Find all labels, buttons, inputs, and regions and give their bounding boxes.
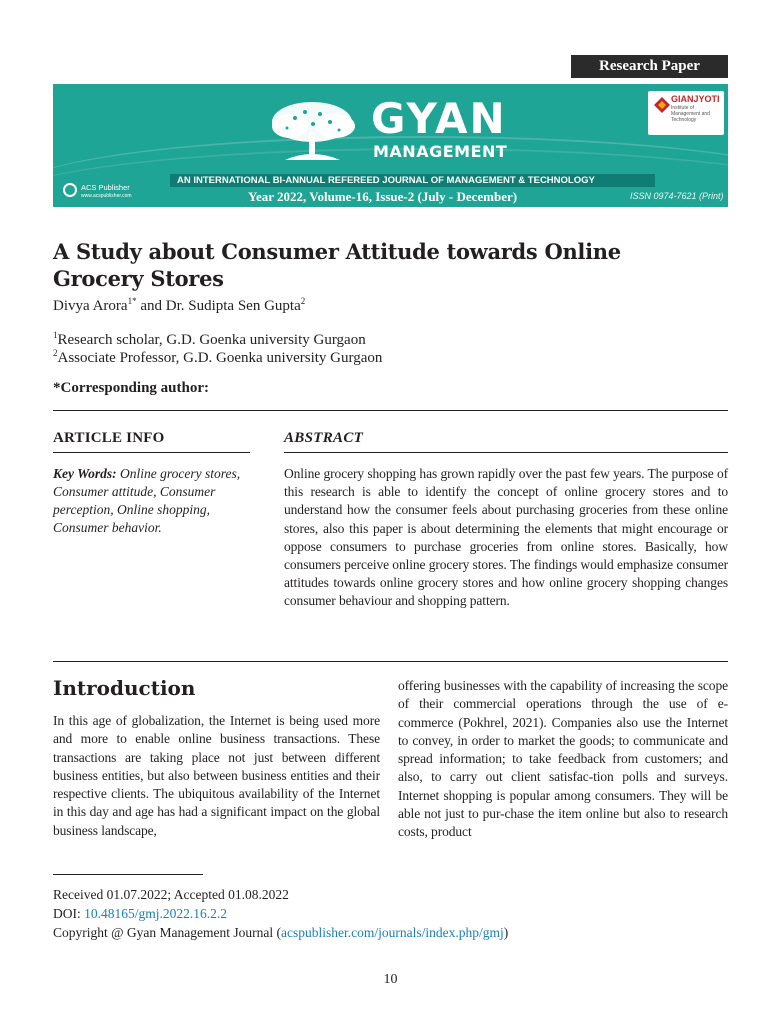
article-info-heading: ARTICLE INFO bbox=[53, 430, 165, 446]
research-paper-tag: Research Paper bbox=[571, 55, 728, 78]
journal-name: AN INTERNATIONAL BI-ANNUAL REFEREED JOURNAL OF MANAGEMENT & TECHNOLOGY bbox=[177, 175, 595, 186]
footnote-divider bbox=[53, 874, 203, 875]
acs-publisher-logo-icon bbox=[63, 183, 77, 197]
doi: DOI: 10.48165/gmj.2022.16.2.2 bbox=[53, 906, 228, 921]
article-title: A Study about Consumer Attitude towards Online Grocery Stores bbox=[53, 239, 621, 291]
issue-info: Year 2022, Volume-16, Issue-2 (July - December) bbox=[248, 189, 518, 204]
divider bbox=[53, 452, 250, 453]
journal-banner bbox=[53, 84, 728, 207]
abstract-heading: ABSTRACT bbox=[284, 430, 364, 446]
author-name: Divya Arora bbox=[53, 298, 128, 314]
doi-link[interactable]: 10.48165/gmj.2022.16.2.2 bbox=[84, 906, 228, 921]
partner-logo-subtitle: Institute of Management and Technology bbox=[671, 105, 710, 123]
keywords-list: Online grocery stores, Consumer attitude, Consumer perception, Online shopping, Consumer behavior. bbox=[53, 466, 241, 535]
keywords-label: Key Words: bbox=[53, 466, 117, 481]
brand-subtitle: MANAGEMENT bbox=[373, 142, 508, 161]
divider bbox=[53, 661, 728, 662]
affiliation: $^2$Associate Professor, G.D. Goenka university Gurgaon bbox=[53, 348, 383, 366]
body-text-column-1: In this age of globalization, the Internet is being used more and more to enable online business transactions. These transactions are taking place not just between different business entities, but also between business entities and their respective clients. The ubiquitous availability of the Internet in this day and age has had a significant impact on the global business landscape, bbox=[53, 713, 380, 838]
partner-logo-name: GIANJYOTI bbox=[671, 94, 720, 104]
brand-name: GYAN bbox=[371, 94, 507, 143]
author-separator: and bbox=[136, 298, 166, 314]
author-superscript: 1* bbox=[127, 296, 137, 306]
author-name: Dr. Sudipta Sen Gupta bbox=[165, 298, 301, 314]
copyright: Copyright @ Gyan Management Journal (acspublisher.com/journals/index.php/gmj) bbox=[53, 925, 509, 940]
acs-publisher-logo-text: ACS Publisher www.acspublisher.com bbox=[81, 183, 132, 199]
keywords bbox=[53, 465, 243, 537]
divider bbox=[53, 410, 728, 411]
issn: ISSN 0974-7621 (Print) bbox=[630, 191, 724, 201]
tree-logo-icon bbox=[265, 96, 360, 166]
page-number: 10 bbox=[383, 972, 398, 987]
received-dates: Received 01.07.2022; Accepted 01.08.2022 bbox=[53, 887, 289, 902]
abstract-text: Online grocery shopping has grown rapidly over the past few years. The purpose of this research is able to identify the concept of online grocery stores and to understand how the consumer feels about purchasing groceries from these online stores, also this paper is about determining the elements that might encourage or oppose consumers to purchase groceries from online stores. Basically, how consumers perceive online grocery stores. The findings would emphasize consumer attitudes towards online grocery stores and how online grocery shopping changes consumer behaviour and shopping pattern. bbox=[284, 466, 728, 609]
corresponding-author: *Corresponding author: bbox=[53, 380, 209, 396]
affiliation: $^1$Research scholar, G.D. Goenka university Gurgaon bbox=[53, 330, 366, 348]
section-heading: Introduction bbox=[53, 676, 196, 700]
author-superscript: 2 bbox=[300, 296, 306, 306]
divider bbox=[284, 452, 728, 453]
journal-url-link[interactable]: acspublisher.com/journals/index.php/gmj bbox=[281, 925, 504, 940]
partner-logo-icon bbox=[653, 96, 671, 114]
body-text-column-2: offering businesses with the capability of increasing the scope of their commercial operations through the use of e-commerce (Pokhrel, 2021). Companies also use the Internet to convey, in order to market the goods; to communicate and spread information; to take feedback from customers; and also, to carry out client satisfac-tion polls and surveys. Internet shopping is popular among consumers. They will be able not just to pur-chase the item online but also to research costs, product bbox=[398, 678, 728, 840]
authors bbox=[53, 298, 305, 315]
